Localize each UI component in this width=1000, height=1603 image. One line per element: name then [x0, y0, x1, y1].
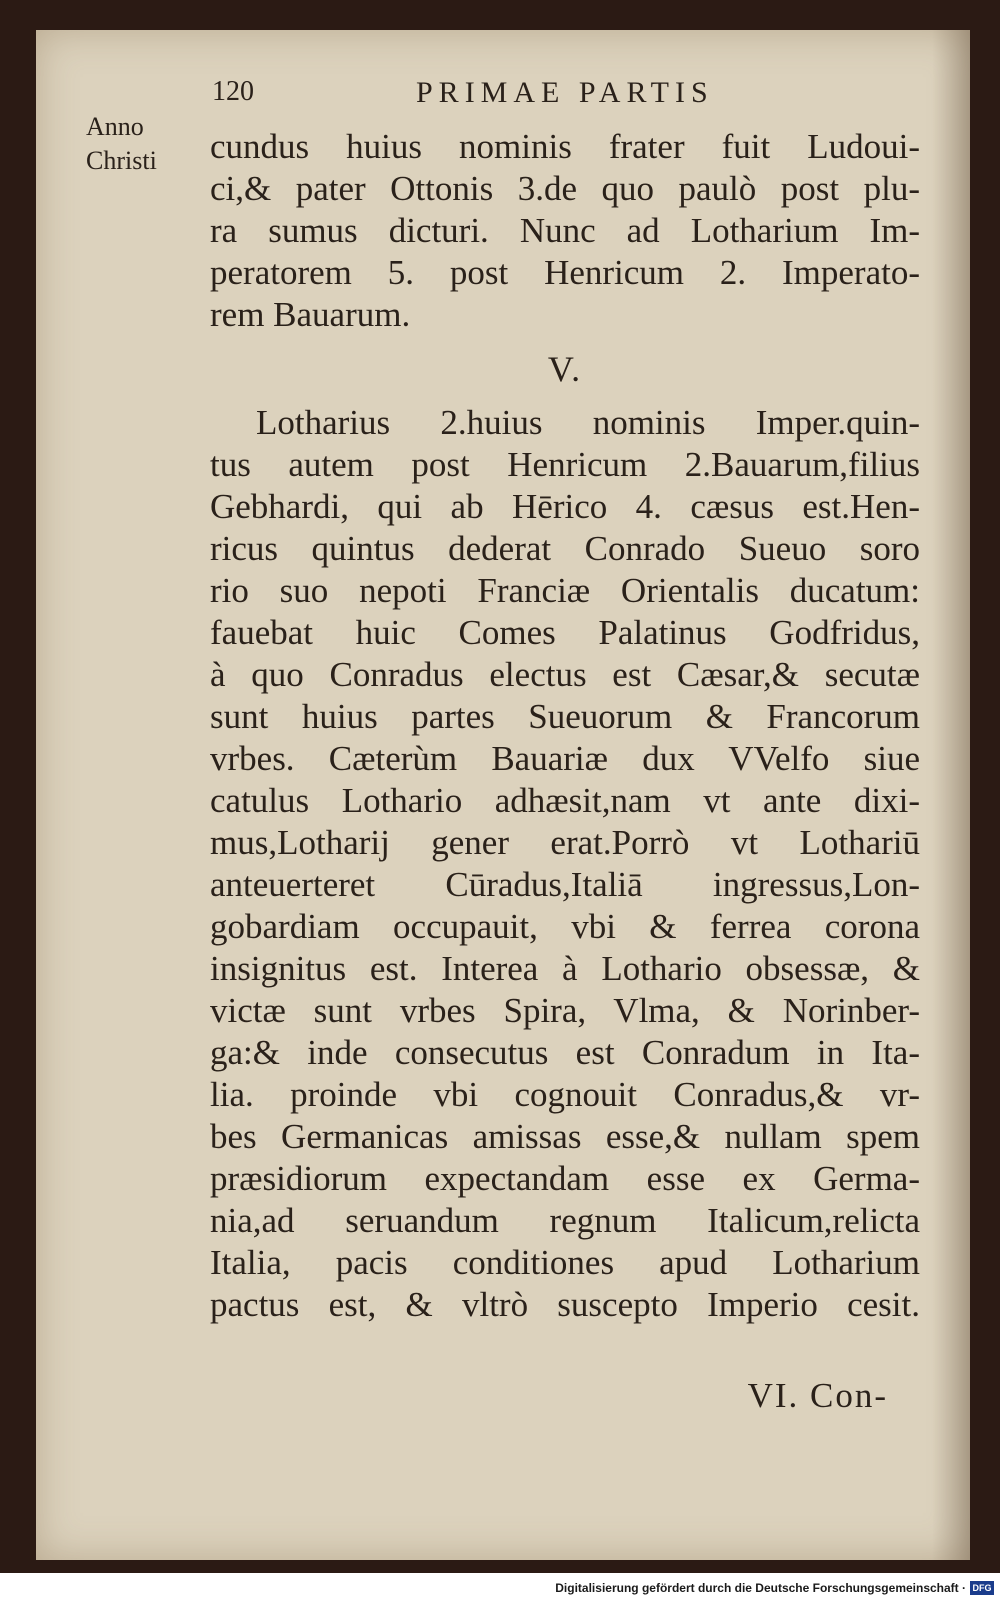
- text-line: ra sumus dicturi. Nunc ad Lotharium Im-: [210, 211, 920, 250]
- margin-note-line: Christi: [86, 146, 157, 175]
- dfg-logo: DFG: [970, 1581, 994, 1595]
- running-title: PRIMAE PARTIS: [416, 76, 714, 109]
- text-line: nia,ad seruandum regnum Italicum,relicta: [210, 1201, 920, 1240]
- text-line: vrbes. Cæterùm Bauariæ dux VVelfo siue: [210, 739, 920, 778]
- text-line: mus,Lotharij gener erat.Porrò vt Lothariū: [210, 823, 920, 862]
- text-line: fauebat huic Comes Palatinus Godfridus,: [210, 613, 920, 652]
- body-text: [210, 126, 920, 1326]
- book-page: [36, 30, 970, 1560]
- funding-credit: Digitalisierung gefördert durch die Deutsche Forschungsgemeinschaft ·: [555, 1581, 966, 1595]
- text-line: peratorem 5. post Henricum 2. Imperato-: [210, 253, 920, 292]
- text-line: ci,& pater Ottonis 3.de quo paulò post plu-: [210, 169, 920, 208]
- text-line: rem Bauarum.: [210, 295, 411, 334]
- text-line: Gebhardi, qui ab Hērico 4. cæsus est.Hen-: [210, 487, 920, 526]
- text-line: ricus quintus dederat Conrado Sueuo soro: [210, 529, 920, 568]
- text-line: à quo Conradus electus est Cæsar,& secutæ: [210, 655, 920, 694]
- page-gutter-shadow: [932, 30, 970, 1560]
- text-line: præsidiorum expectandam esse ex Germa-: [210, 1159, 920, 1198]
- text-line: cundus huius nominis frater fuit Ludoui-: [210, 127, 920, 166]
- text-line: tus autem post Henricum 2.Bauarum,filius: [210, 445, 920, 484]
- text-line: anteuerteret Cūradus,Italiā ingressus,Lon-: [210, 865, 920, 904]
- text-line: Italia, pacis conditiones apud Lotharium: [210, 1243, 920, 1282]
- section-number: V.: [547, 349, 583, 389]
- catchword: VI. Con-: [747, 1376, 888, 1415]
- text-line: sunt huius partes Sueuorum & Francorum: [210, 697, 920, 736]
- text-line: Lotharius 2.huius nominis Imper.quin-: [256, 403, 920, 442]
- text-line: lia. proinde vbi cognouit Conradus,& vr-: [210, 1075, 920, 1114]
- text-line: bes Germanicas amissas esse,& nullam spem: [210, 1117, 920, 1156]
- page-number: 120: [212, 76, 254, 107]
- text-line: gobardiam occupauit, vbi & ferrea corona: [210, 907, 920, 946]
- text-line: ga:& inde consecutus est Conradum in Ita-: [210, 1033, 920, 1072]
- text-line: pactus est, & vltrò suscepto Imperio cesit.: [210, 1285, 920, 1324]
- digitization-footer: [0, 1573, 1000, 1603]
- text-line: insignitus est. Interea à Lothario obsessæ, &: [210, 949, 920, 988]
- margin-note: [86, 110, 196, 178]
- text-line: victæ sunt vrbes Spira, Vlma, & Norinber-: [210, 991, 920, 1030]
- text-line: catulus Lothario adhæsit,nam vt ante dixi-: [210, 781, 920, 820]
- margin-note-line: Anno: [86, 112, 144, 141]
- text-line: rio suo nepoti Franciæ Orientalis ducatum:: [210, 571, 920, 610]
